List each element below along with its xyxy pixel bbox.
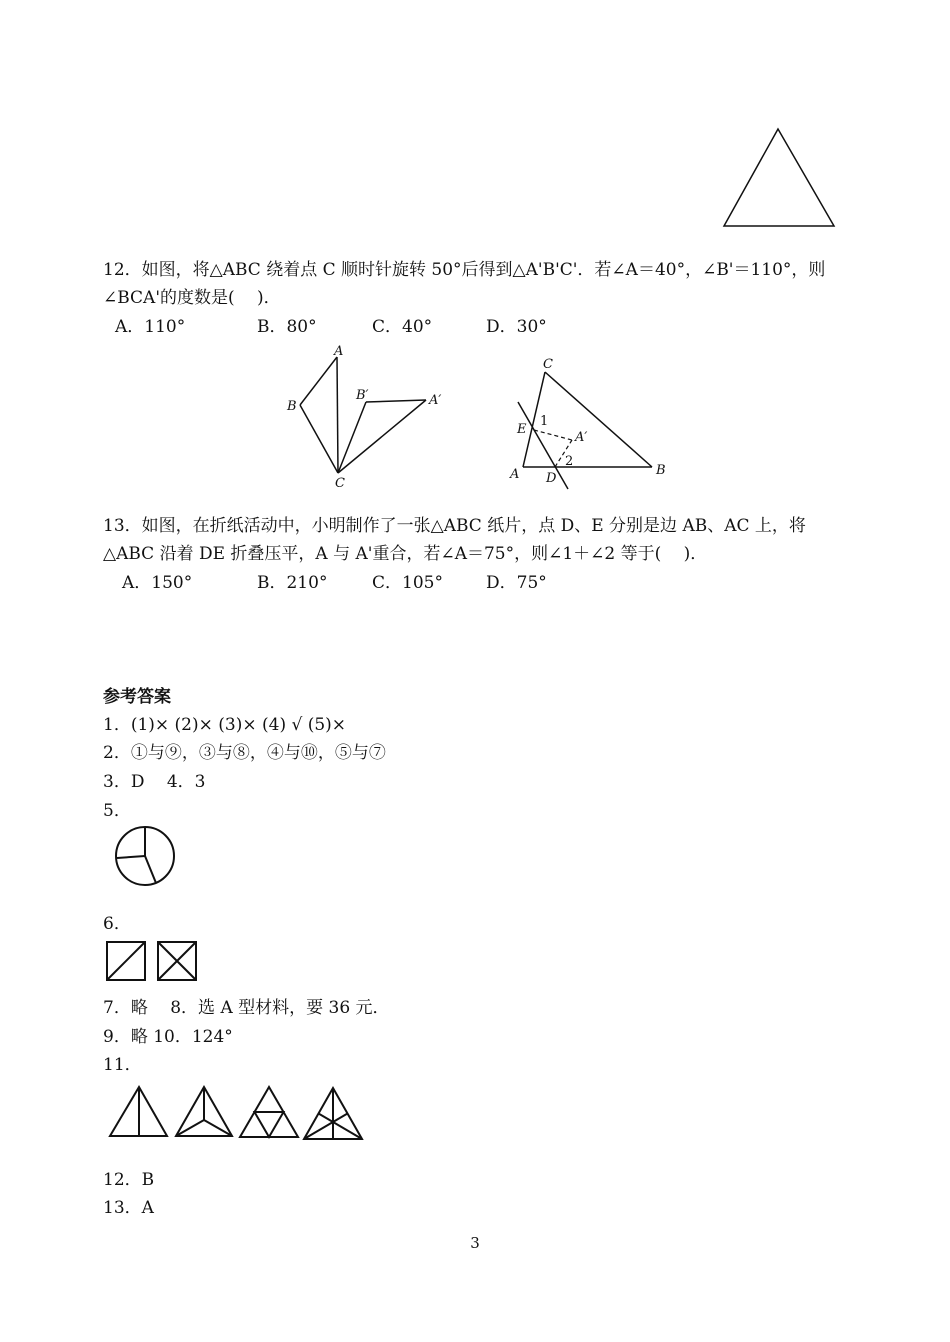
answer-11-label: 11． [103, 1055, 142, 1075]
q12-text-line1: 12．如图，将△ABC 绕着点 C 顺时针旋转 50°后得到△A'B'C'．若∠A＝40°，∠B'＝110°，则 [103, 260, 826, 280]
q13-text-line2: △ABC 沿着 DE 折叠压平，A 与 A'重合，若∠A＝75°，则∠1＋∠2 等于( )． [103, 544, 708, 564]
answer-9-10: 9．略 10．124° [103, 1027, 233, 1047]
label-a-prime: A′ [429, 393, 442, 408]
q12-option-b: B．80° [257, 317, 317, 337]
triangle-3-medial [255, 1112, 284, 1137]
label-b: B [287, 399, 297, 414]
label-a: A [334, 344, 344, 359]
answer-6-label: 6． [103, 914, 131, 934]
answers-heading: 参考答案 [103, 687, 171, 707]
q12-option-a: A．110° [115, 317, 186, 337]
q12-option-c: C．40° [372, 317, 433, 337]
label-d: D [546, 471, 557, 486]
label-1: 1 [540, 414, 549, 429]
q12-option-d: D．30° [486, 317, 547, 337]
label-b-prime: B′ [356, 388, 369, 403]
label-e: E [517, 422, 527, 437]
label-a-prime: A′ [575, 430, 588, 445]
answer-3-4: 3．D 4．3 [103, 772, 206, 792]
q13-option-c: C．105° [372, 573, 443, 593]
label-a: A [510, 467, 520, 482]
page-number: 3 [470, 1234, 480, 1252]
label-c: C [543, 357, 553, 372]
q13-option-b: B．210° [257, 573, 328, 593]
label-c: C [335, 476, 345, 491]
label-2: 2 [565, 454, 574, 469]
q13-option-d: D．75° [486, 573, 547, 593]
answer-13: 13．A [103, 1198, 154, 1218]
answer-1: 1．(1)× (2)× (3)× (4) √ (5)× [103, 715, 347, 735]
answer-5-label: 5． [103, 801, 131, 821]
q13-option-a: A．150° [122, 573, 193, 593]
answer-2: 2．①与⑨，③与⑧，④与⑩，⑤与⑦ [103, 743, 386, 763]
answer-12: 12．B [103, 1170, 155, 1190]
q13-text-line1: 13．如图，在折纸活动中，小明制作了一张△ABC 纸片，点 D、E 分别是边 AB、AC 上，将 [103, 516, 806, 536]
q12-text-line2: ∠BCA'的度数是( )． [103, 288, 281, 308]
answer-7-8: 7．略 8．选 A 型材料，要 36 元． [103, 998, 390, 1018]
label-b: B [656, 463, 666, 478]
